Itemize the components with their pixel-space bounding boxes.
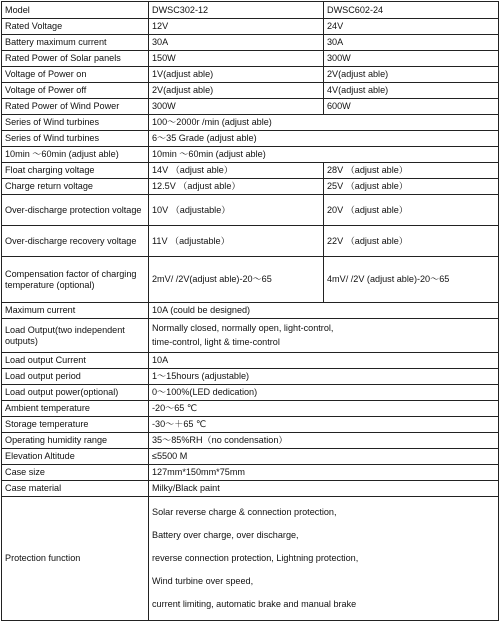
row-label: Voltage of Power off xyxy=(2,83,149,99)
header-model-b: DWSC602-24 xyxy=(324,2,499,19)
row-value xyxy=(149,497,499,621)
row-value: ≤5500 M xyxy=(149,449,499,465)
row-label: Voltage of Power on xyxy=(2,67,149,83)
row-label: Load output Current xyxy=(2,353,149,369)
table-row xyxy=(2,465,499,481)
value-line: current limiting, automatic brake and manual brake xyxy=(152,598,357,609)
row-value: Milky/Black paint xyxy=(149,481,499,497)
row-value-b: 28V （adjust able） xyxy=(324,163,499,179)
row-label: Ambient temperature xyxy=(2,401,149,417)
table-row xyxy=(2,131,499,147)
row-value-b: 30A xyxy=(324,35,499,51)
row-label: Protection function xyxy=(2,497,149,621)
table-row xyxy=(2,179,499,195)
row-label: Storage temperature xyxy=(2,417,149,433)
table-row xyxy=(2,417,499,433)
row-label: Operating humidity range xyxy=(2,433,149,449)
row-value: -20～65 ℃ xyxy=(149,401,499,417)
row-value-a: 2V(adjust able) xyxy=(149,83,324,99)
row-value: 0～100%(LED dedication) xyxy=(149,385,499,401)
row-value: 100～2000r /min (adjust able) xyxy=(149,115,499,131)
row-value: 1～15hours (adjustable) xyxy=(149,369,499,385)
row-value: 10A (could be designed) xyxy=(149,303,499,319)
row-value: -30～＋65 ℃ xyxy=(149,417,499,433)
row-label: Battery maximum current xyxy=(2,35,149,51)
value-line: Normally closed, normally open, light-control, xyxy=(152,323,334,334)
row-value: 6～35 Grade (adjust able) xyxy=(149,131,499,147)
value-line: Solar reverse charge & connection protection, xyxy=(152,507,337,518)
row-value-b: 2V(adjust able) xyxy=(324,67,499,83)
table-row xyxy=(2,401,499,417)
row-value-a: 10V （adjustable） xyxy=(149,195,324,226)
row-value-b: 20V （adjust able） xyxy=(324,195,499,226)
row-value: 127mm*150mm*75mm xyxy=(149,465,499,481)
row-label: Maximum current xyxy=(2,303,149,319)
row-label: Compensation factor of charging temperature (optional) xyxy=(2,257,149,303)
row-label: Rated Power of Solar panels xyxy=(2,51,149,67)
table-row xyxy=(2,115,499,131)
spec-table xyxy=(1,1,499,621)
row-value-a: 12V xyxy=(149,19,324,35)
table-row xyxy=(2,35,499,51)
table-row xyxy=(2,385,499,401)
row-value-b: 4mV/ /2V (adjust able)-20～65 xyxy=(324,257,499,303)
row-value-a: 2mV/ /2V(adjust able)-20～65 xyxy=(149,257,324,303)
row-label: Series of Wind turbines xyxy=(2,131,149,147)
row-label: Charge return voltage xyxy=(2,179,149,195)
table-row xyxy=(2,67,499,83)
row-value-b: 600W xyxy=(324,99,499,115)
row-value-a: 150W xyxy=(149,51,324,67)
row-value-a: 30A xyxy=(149,35,324,51)
row-label: Load output period xyxy=(2,369,149,385)
row-value-b: 22V （adjust able） xyxy=(324,226,499,257)
table-row xyxy=(2,19,499,35)
table-row xyxy=(2,481,499,497)
row-value-b: 300W xyxy=(324,51,499,67)
table-row xyxy=(2,433,499,449)
row-value-a: 12.5V （adjust able） xyxy=(149,179,324,195)
row-label: Elevation Altitude xyxy=(2,449,149,465)
table-row xyxy=(2,369,499,385)
row-value-b: 4V(adjust able) xyxy=(324,83,499,99)
table-row xyxy=(2,497,499,621)
row-label: Over-discharge protection voltage xyxy=(2,195,149,226)
table-row xyxy=(2,226,499,257)
row-label: Over-discharge recovery voltage xyxy=(2,226,149,257)
table-row xyxy=(2,51,499,67)
row-value: 10min ～60min (adjust able) xyxy=(149,147,499,163)
table-row xyxy=(2,319,499,353)
row-label: Load output power(optional) xyxy=(2,385,149,401)
row-value-a: 11V （adjustable） xyxy=(149,226,324,257)
row-value-b: 25V （adjust able） xyxy=(324,179,499,195)
table-row xyxy=(2,257,499,303)
row-label: Rated Voltage xyxy=(2,19,149,35)
row-value-a: 1V(adjust able) xyxy=(149,67,324,83)
table-row xyxy=(2,195,499,226)
row-value-b: 24V xyxy=(324,19,499,35)
table-row xyxy=(2,147,499,163)
table-row xyxy=(2,449,499,465)
row-value-a: 300W xyxy=(149,99,324,115)
row-label: Rated Power of Wind Power xyxy=(2,99,149,115)
row-label: Series of Wind turbines xyxy=(2,115,149,131)
table-row xyxy=(2,353,499,369)
row-value: 10A xyxy=(149,353,499,369)
table-header-row xyxy=(2,2,499,19)
value-line: time-control, light & time-control xyxy=(152,337,280,347)
row-value-a: 14V （adjust able） xyxy=(149,163,324,179)
row-label: Load Output(two independent outputs) xyxy=(2,319,149,353)
value-line: reverse connection protection, Lightning protection, xyxy=(152,553,359,564)
row-value xyxy=(149,319,499,353)
row-label: Case material xyxy=(2,481,149,497)
row-label: Case size xyxy=(2,465,149,481)
table-row xyxy=(2,163,499,179)
row-label: Float charging voltage xyxy=(2,163,149,179)
table-row xyxy=(2,99,499,115)
header-label: Model xyxy=(2,2,149,19)
row-value: 35～85%RH（no condensation） xyxy=(149,433,499,449)
table-row xyxy=(2,83,499,99)
header-model-a: DWSC302-12 xyxy=(149,2,324,19)
value-line: Wind turbine over speed, xyxy=(152,575,254,586)
value-line: Battery over charge, over discharge, xyxy=(152,530,299,541)
row-label: 10min ～60min (adjust able) xyxy=(2,147,149,163)
table-row xyxy=(2,303,499,319)
